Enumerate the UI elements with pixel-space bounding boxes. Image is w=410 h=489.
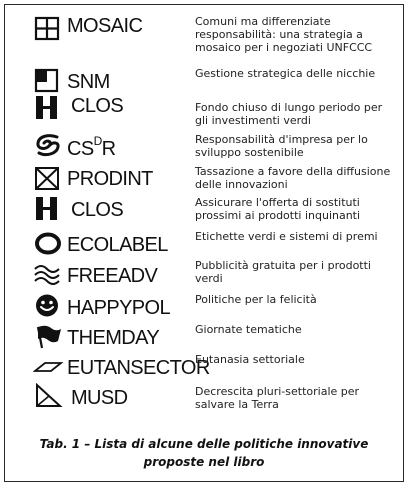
ring-icon xyxy=(33,231,64,256)
table-frame xyxy=(4,4,404,482)
fund-bars-icon xyxy=(33,95,64,120)
list-item xyxy=(5,230,403,262)
grid-square-icon xyxy=(33,16,64,41)
policy-code: HAPPYPOL xyxy=(67,297,171,319)
policy-description: Etichette verdi e sistemi di premi xyxy=(195,230,378,243)
policy-description: Gestione strategica delle nicchie xyxy=(195,67,376,80)
policy-description: Decrescita pluri-settoriale per salvare la Terra xyxy=(195,385,360,411)
flag-icon xyxy=(33,324,64,349)
policy-code: CLOS xyxy=(71,199,124,221)
list-item xyxy=(5,165,403,197)
table-caption xyxy=(5,435,403,471)
list-item xyxy=(5,259,403,291)
policy-code: PRODINT xyxy=(67,168,153,190)
policy-description: Tassazione a favore della diffusione delle innovazioni xyxy=(195,165,391,191)
policy-code: MOSAIC xyxy=(67,15,143,37)
policy-code: THEMDAY xyxy=(67,327,160,349)
list-item xyxy=(5,323,403,355)
list-item xyxy=(5,133,403,165)
policy-code: ECOLABEL xyxy=(67,234,168,256)
triangle-icon xyxy=(33,383,64,408)
policy-description: Comuni ma differenziate responsabilità: una strategia a mosaico per i negoziati UNFCCC xyxy=(195,15,373,54)
policy-description: Giornate tematiche xyxy=(195,323,302,336)
policy-description: Pubblicità gratuita per i prodotti verdi xyxy=(195,259,371,285)
policy-code: FREEADV xyxy=(67,265,158,287)
list-item xyxy=(5,95,403,127)
list-item xyxy=(5,196,403,228)
list-item xyxy=(5,15,403,54)
policy-code: $CS^DR$ xyxy=(67,134,116,160)
caption-line-2: proposte nel libro xyxy=(143,455,265,469)
swirl-icon xyxy=(33,133,64,158)
policy-code: CLOS xyxy=(71,95,124,117)
list-item xyxy=(5,293,403,325)
smiley-icon xyxy=(33,293,64,318)
policy-code: SNM xyxy=(67,71,110,93)
niche-square-icon xyxy=(33,68,64,93)
policy-description: Responsabilità d'impresa per lo sviluppo sostenibile xyxy=(195,133,368,159)
list-item xyxy=(5,381,403,413)
waves-icon xyxy=(33,262,64,287)
caption-line-1: Tab. 1 – Lista di alcune delle politiche innovative xyxy=(39,437,369,451)
policy-description: Assicurare l'offerta di sostituti prossimi ai prodotti inquinanti xyxy=(195,196,361,222)
policy-description: Politiche per la felicità xyxy=(195,293,317,306)
parallelogram-icon xyxy=(33,355,64,380)
fund-bars-icon xyxy=(33,196,64,221)
policy-description: Fondo chiuso di lungo periodo per gli investimenti verdi xyxy=(195,101,383,127)
policy-code: EUTANSECTOR xyxy=(67,357,210,379)
policy-code: MUSD xyxy=(71,387,128,409)
bowtie-icon xyxy=(33,166,64,191)
policy-description: Eutanasia settoriale xyxy=(195,353,305,366)
